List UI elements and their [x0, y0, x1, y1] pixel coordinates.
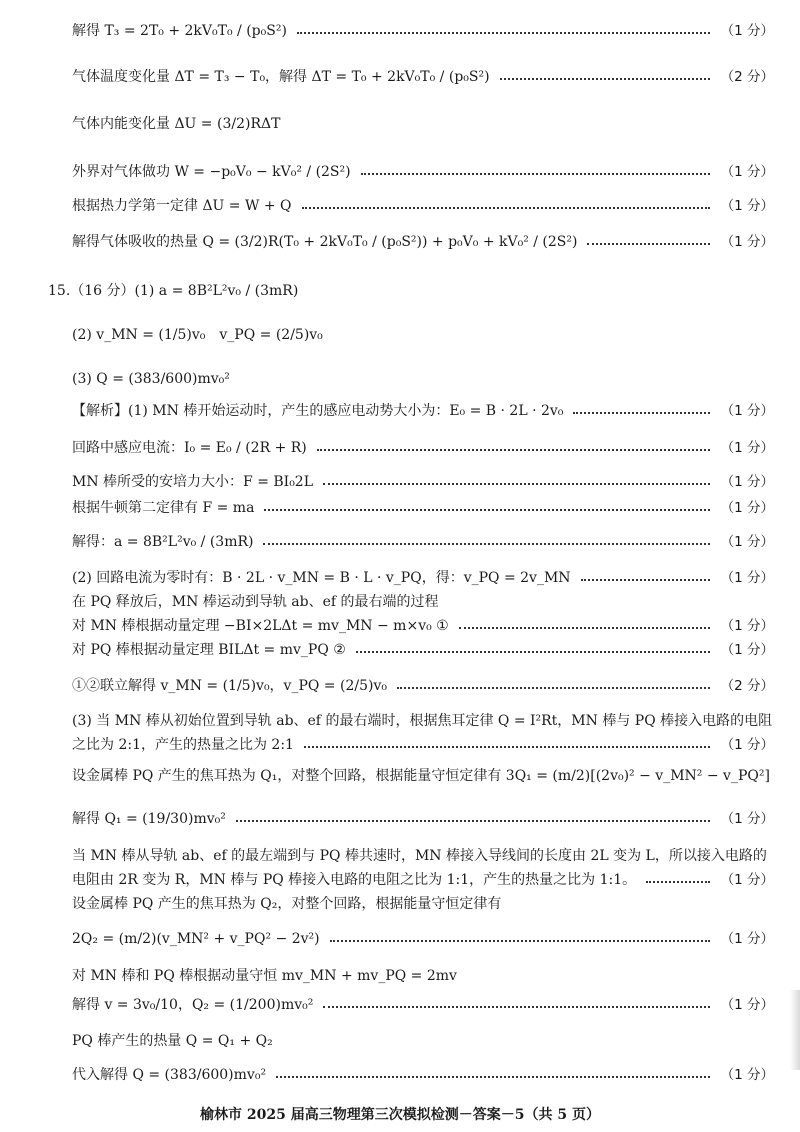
analysis-line	[72, 677, 774, 695]
solution-line	[72, 115, 774, 133]
dot-leader	[297, 32, 710, 34]
line-text: 气体内能变化量 ΔU = (3/2)RΔT	[72, 116, 281, 132]
analysis-line	[72, 996, 774, 1014]
analysis-line	[72, 473, 774, 491]
score-label: （1 分）	[720, 440, 774, 456]
answer-line	[72, 370, 774, 388]
dot-leader	[302, 207, 711, 209]
score-label: （2 分）	[720, 69, 774, 85]
line-text: (2) 回路电流为零时有：B · 2L · v_MN = B · L · v_PQ，得：v_PQ = 2v_MN	[72, 570, 571, 586]
line-text: 解得：a = 8B²L²v₀ / (3mR)	[72, 534, 254, 550]
analysis-line	[72, 1066, 774, 1084]
line-text: 对 PQ 棒根据动量定理 BILΔt = mv_PQ ②	[72, 642, 346, 658]
dot-leader	[276, 1076, 710, 1078]
solution-line	[72, 163, 774, 181]
score-label: （1 分）	[720, 811, 774, 827]
dot-leader	[317, 449, 710, 451]
line-text: 解得气体吸收的热量 Q = (3/2)R(T₀ + 2kV₀T₀ / (p₀S²)) + p₀V₀ + kV₀² / (2S²)	[72, 234, 578, 250]
line-text: 对 MN 棒根据动量定理 −BI×2LΔt = mv_MN − m×v₀ ①	[72, 618, 449, 634]
solution-line	[72, 233, 774, 251]
analysis-line	[72, 533, 774, 551]
analysis-line	[72, 402, 774, 420]
analysis-line	[72, 871, 774, 889]
analysis-line	[72, 810, 774, 828]
dot-leader	[304, 746, 710, 748]
analysis-line	[72, 1032, 774, 1050]
analysis-line	[72, 641, 774, 659]
score-label: （1 分）	[720, 164, 774, 180]
score-label: （1 分）	[720, 198, 774, 214]
line-text: 回路中感应电流：I₀ = E₀ / (2R + R)	[72, 440, 307, 456]
line-text: 根据热力学第一定律 ΔU = W + Q	[72, 198, 292, 214]
answer-line	[72, 326, 774, 344]
dot-leader	[264, 509, 710, 511]
line-text: 当 MN 棒从导轨 ab、ef 的最左端到与 PQ 棒共速时，MN 棒接入导线间的长度由 2L 变为 L，所以接入电路的	[72, 848, 767, 864]
analysis-line	[72, 930, 774, 948]
analysis-line	[72, 712, 774, 730]
score-label: （1 分）	[720, 997, 774, 1013]
line-text: 根据牛顿第二定律有 F = ma	[72, 500, 255, 516]
score-label: （1 分）	[720, 872, 774, 888]
analysis-line	[72, 593, 774, 611]
score-label: （1 分）	[720, 642, 774, 658]
line-text: 外界对气体做功 W = −p₀V₀ − kV₀² / (2S²)	[72, 164, 351, 180]
question-15-header	[48, 282, 774, 300]
line-text: 代入解得 Q = (383/600)mv₀²	[72, 1067, 267, 1083]
analysis-line	[72, 767, 774, 785]
score-label: （1 分）	[720, 1067, 774, 1083]
dot-leader	[587, 243, 710, 245]
solution-line	[72, 68, 774, 86]
dot-leader	[500, 78, 710, 80]
line-text: 【解析】(1) MN 棒开始运动时，产生的感应电动势大小为：E₀ = B · 2L · 2v₀	[72, 403, 564, 419]
score-label: （1 分）	[720, 618, 774, 634]
line-text: 在 PQ 释放后，MN 棒运动到导轨 ab、ef 的最右端的过程	[72, 594, 439, 610]
dot-leader	[323, 1006, 710, 1008]
line-text: ①②联立解得 v_MN = (1/5)v₀，v_PQ = (2/5)v₀	[72, 678, 387, 694]
score-label: （1 分）	[720, 234, 774, 250]
line-text: 电阻由 2R 变为 R，MN 棒与 PQ 棒接入电路的电阻之比为 1:1，产生的热量之比为 1:1。	[72, 872, 637, 888]
dot-leader	[646, 881, 710, 883]
dot-leader	[236, 820, 710, 822]
score-label: （1 分）	[720, 737, 774, 753]
analysis-line	[72, 895, 774, 913]
dot-leader	[323, 483, 710, 485]
score-label: （1 分）	[720, 534, 774, 550]
line-text: 解得 Q₁ = (19/30)mv₀²	[72, 811, 226, 827]
dot-leader	[581, 579, 710, 581]
line-text: 15.（16 分）(1) a = 8B²L²v₀ / (3mR)	[48, 283, 299, 299]
solution-line	[72, 197, 774, 215]
line-text: (3) Q = (383/600)mv₀²	[72, 371, 230, 387]
analysis-line	[72, 847, 774, 865]
analysis-line	[72, 736, 774, 754]
dot-leader	[361, 173, 710, 175]
dot-leader	[573, 412, 710, 414]
solution-line	[72, 22, 774, 40]
line-text: 2Q₂ = (m/2)(v_MN² + v_PQ² − 2v²)	[72, 931, 320, 947]
dot-leader	[263, 543, 710, 545]
dot-leader	[330, 940, 710, 942]
dot-leader	[397, 687, 710, 689]
line-text: 设金属棒 PQ 产生的焦耳热为 Q₁，对整个回路，根据能量守恒定律有 3Q₁ = (m/2)[(2v₀)² − v_MN² − v_PQ²]	[72, 768, 770, 784]
line-text: 对 MN 棒和 PQ 棒根据动量守恒 mv_MN + mv_PQ = 2mv	[72, 968, 457, 984]
score-label: （1 分）	[720, 23, 774, 39]
analysis-line	[72, 617, 774, 635]
line-text: (2) v_MN = (1/5)v₀ v_PQ = (2/5)v₀	[72, 327, 323, 343]
analysis-line	[72, 569, 774, 587]
line-text: 之比为 2:1，产生的热量之比为 2:1	[72, 737, 294, 753]
analysis-line	[72, 499, 774, 517]
dot-leader	[459, 627, 710, 629]
line-text: 解得 T₃ = 2T₀ + 2kV₀T₀ / (p₀S²)	[72, 23, 287, 39]
line-text: (3) 当 MN 棒从初始位置到导轨 ab、ef 的最右端时，根据焦耳定律 Q = I²Rt，MN 棒与 PQ 棒接入电路的电阻	[72, 713, 773, 729]
score-label: （1 分）	[720, 500, 774, 516]
line-text: 设金属棒 PQ 产生的焦耳热为 Q₂，对整个回路，根据能量守恒定律有	[72, 896, 502, 912]
score-label: （1 分）	[720, 403, 774, 419]
scan-shadow	[790, 990, 800, 1070]
score-label: （1 分）	[720, 931, 774, 947]
analysis-line	[72, 439, 774, 457]
score-label: （1 分）	[720, 474, 774, 490]
score-label: （2 分）	[720, 678, 774, 694]
line-text: 气体温度变化量 ΔT = T₃ − T₀，解得 ΔT = T₀ + 2kV₀T₀ / (p₀S²)	[72, 69, 490, 85]
line-text: PQ 棒产生的热量 Q = Q₁ + Q₂	[72, 1033, 273, 1049]
analysis-line	[72, 967, 774, 985]
score-label: （1 分）	[720, 570, 774, 586]
page-footer: 榆林市 2025 届高三物理第三次模拟检测－答案－5（共 5 页）	[200, 1107, 600, 1123]
line-text: MN 棒所受的安培力大小：F = BI₀2L	[72, 474, 314, 490]
dot-leader	[356, 651, 710, 653]
line-text: 解得 v = 3v₀/10，Q₂ = (1/200)mv₀²	[72, 997, 314, 1013]
